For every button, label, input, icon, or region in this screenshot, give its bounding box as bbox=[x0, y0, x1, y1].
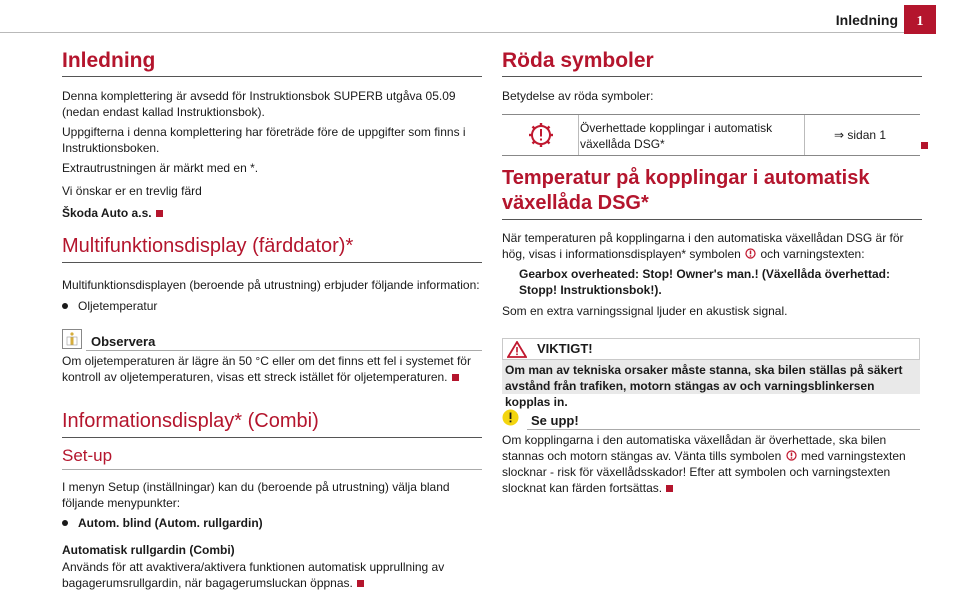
end-square-icon bbox=[357, 580, 364, 587]
observera-title: Observera bbox=[91, 334, 156, 349]
rullgardin-text-content: Används för att avaktivera/aktivera funktionen automatisk upprullning av bagagerumsrullgardin, när bagagerumsluckan öppnas. bbox=[62, 560, 445, 590]
table-divider bbox=[804, 115, 805, 155]
section-title-temperatur: Temperatur på kopplingar i automatisk växellåda DSG* bbox=[502, 167, 870, 214]
page-reference-link[interactable]: ⇒ sidan 1 bbox=[834, 128, 887, 142]
section-title-combi: Informationsdisplay* (Combi) bbox=[62, 410, 319, 432]
temp-paragraph-2: Som en extra varningssignal ljuder en akustisk signal. bbox=[502, 304, 788, 318]
end-square-icon bbox=[452, 374, 459, 381]
warning-triangle-icon bbox=[507, 341, 527, 358]
section-rule bbox=[62, 76, 482, 77]
gear-warning-icon bbox=[528, 122, 554, 148]
viktigt-text: Om man av tekniska orsaker måste stanna, ska bilen ställas på säkert avstånd från trafiken, motorn stängas av och varningsblinkersen kopplas in. bbox=[505, 363, 903, 409]
seupp-text-b: med varningstexten slocknar - risk för växellådsskador! Efter att symbolen och varningstexten slocknat kan färden fortsättas. bbox=[502, 449, 906, 495]
signature-text: Škoda Auto a.s. bbox=[62, 206, 152, 220]
symbol-table bbox=[502, 114, 920, 156]
seupp-text bbox=[502, 432, 920, 496]
section-title-roda-symboler: Röda symboler bbox=[502, 49, 654, 72]
warning-message: Gearbox overheated: Stop! Owner's man.! (Växellåda överhettad: Stopp! Instruktionsbok!). bbox=[519, 267, 890, 297]
intro-signature bbox=[62, 205, 482, 221]
multi-intro: Multifunktionsdisplayen (beroende på utrustning) erbjuder följande information: bbox=[62, 278, 480, 292]
info-icon bbox=[62, 329, 82, 349]
section-rule bbox=[502, 219, 922, 220]
temp-paragraph-1 bbox=[502, 230, 922, 262]
end-square-icon bbox=[921, 142, 928, 149]
viktigt-header bbox=[502, 338, 920, 360]
end-square-icon bbox=[666, 485, 673, 492]
list-item-autom-blind: Autom. blind (Autom. rullgardin) bbox=[60, 515, 263, 531]
seupp-text-a: Om kopplingarna i den automatiska växellådan är överhettade, ska bilen stannas och motorn stängas av. Vänta tills symbolen bbox=[502, 433, 887, 463]
seupp-title: Se upp! bbox=[531, 413, 579, 428]
viktigt-title: VIKTIGT! bbox=[537, 341, 593, 356]
end-square-icon bbox=[156, 210, 163, 217]
intro-paragraph-4: Vi önskar er en trevlig färd bbox=[62, 184, 202, 198]
subsection-title-setup: Set-up bbox=[62, 446, 113, 465]
viktigt-box bbox=[502, 338, 920, 409]
observera-text-content: Om oljetemperaturen är lägre än 50 °C eller om det finns ett fel i systemet för kontroll av oljetemperaturen, visas ett streck istället för oljetemperaturen. bbox=[62, 354, 471, 384]
caution-exclamation-icon bbox=[502, 409, 519, 426]
gear-warning-icon bbox=[744, 247, 757, 260]
section-rule bbox=[62, 262, 482, 263]
temp-text-b: och varningstexten: bbox=[760, 247, 865, 261]
section-rule bbox=[62, 437, 482, 438]
seupp-rule bbox=[527, 429, 920, 430]
list-item-oljetemperatur: Oljetemperatur bbox=[60, 298, 157, 314]
section-title-multifunktion: Multifunktionsdisplay (färddator)* bbox=[62, 235, 354, 257]
roda-intro: Betydelse av röda symboler: bbox=[502, 89, 654, 103]
temp-text-a: När temperaturen på kopplingarna i den automatiska växellådan DSG är för hög, visas i informationsdisplayen* symbolen bbox=[502, 231, 904, 261]
header-title: Inledning bbox=[835, 12, 898, 28]
observera-rule bbox=[86, 350, 482, 351]
subheading-automatisk-rullgardin: Automatisk rullgardin (Combi) bbox=[62, 543, 235, 557]
table-divider bbox=[578, 115, 579, 155]
subsection-rule bbox=[62, 469, 482, 470]
rullgardin-text bbox=[62, 559, 467, 591]
intro-paragraph-2: Uppgifterna i denna komplettering har företräde före de uppgifter som finns i Instruktionsboken. bbox=[62, 125, 466, 155]
setup-intro: I menyn Setup (inställningar) kan du (beroende på utrustning) välja bland följande menypunkter: bbox=[62, 480, 450, 510]
header-rule bbox=[0, 32, 913, 33]
intro-paragraph-3: Extrautrustningen är märkt med en *. bbox=[62, 161, 259, 175]
intro-paragraph-1: Denna komplettering är avsedd för Instruktionsbok SUPERB utgåva 05.09 (nedan endast kallad Instruktionsbok). bbox=[62, 89, 456, 119]
observera-text bbox=[62, 353, 482, 385]
section-title-inledning: Inledning bbox=[62, 49, 156, 72]
gear-warning-icon bbox=[785, 449, 798, 462]
section-rule bbox=[502, 76, 922, 77]
symbol-description: Överhettade kopplingar i automatisk växellåda DSG* bbox=[580, 121, 773, 151]
page-number: 1 bbox=[904, 5, 936, 34]
